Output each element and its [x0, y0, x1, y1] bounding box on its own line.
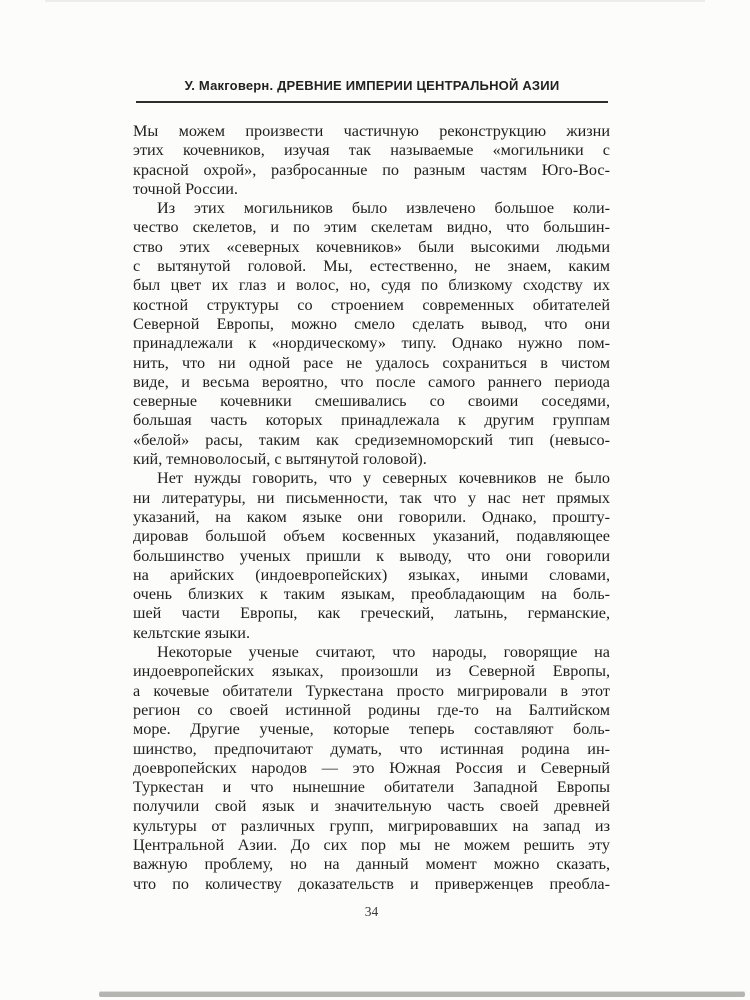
- body-text: [133, 122, 610, 894]
- text-line: Некоторые ученые считают, что народы, говорящие на: [157, 643, 610, 662]
- text-line: кельтские языки.: [133, 623, 250, 642]
- text-line: получили свой язык и значительную часть своей древней: [133, 797, 610, 816]
- text-line: регион со своей истинной родины где-то на Балтийском: [133, 700, 610, 719]
- text-line: ни литературы, ни письменности, так что у нас нет прямых: [133, 488, 610, 507]
- text-line: Мы можем произвести частичную реконструкцию жизни: [133, 122, 610, 140]
- running-header: У. Макговерн. ДРЕВНИЕ ИМПЕРИИ ЦЕНТРАЛЬНОЙ АЗИИ: [184, 78, 560, 93]
- text-line: нить, что ни одной расе не удалось сохраниться в чистом: [133, 353, 610, 372]
- text-line: очень близких к таким языкам, преобладающим на боль-: [133, 585, 610, 604]
- text-line: виде, и весьма вероятно, что после самого раннего периода: [133, 372, 610, 391]
- text-line: костной структуры со строением современных обитателей: [133, 295, 610, 314]
- page-bottom-edge-shadow: [99, 992, 745, 997]
- text-line: чество скелетов, и по этим скелетам видно, что большин-: [133, 218, 610, 237]
- text-line: кий, темноволосый, с вытянутой головой).: [133, 450, 427, 469]
- text-line: этих кочевников, изучая так называемые «могильники с: [133, 141, 610, 160]
- text-line: ство этих «северных кочевников» были высокими людьми: [133, 237, 610, 256]
- text-line: индоевропейских языках, произошли из Северной Европы,: [133, 662, 610, 681]
- text-line: с вытянутой головой. Мы, естественно, не знаем, каким: [133, 257, 610, 276]
- text-line: точной России.: [133, 179, 238, 198]
- text-line: море. Другие ученые, которые теперь составляют боль-: [133, 720, 610, 739]
- text-line: большинство ученых пришли к выводу, что они говорили: [133, 546, 610, 565]
- text-line: Из этих могильников было извлечено большое коли-: [157, 199, 610, 218]
- paragraph: [133, 199, 610, 469]
- page-number: 34: [364, 904, 379, 919]
- header-rule: [136, 101, 608, 103]
- text-line: «белой» расы, таким как средиземноморский тип (невысо-: [133, 430, 610, 449]
- paragraph: [133, 469, 610, 643]
- text-line: принадлежали к «нордическому» типу. Однако нужно пом-: [133, 334, 610, 353]
- text-line: важную проблему, но на данный момент можно сказать,: [133, 855, 610, 874]
- text-line: на арийских (индоевропейских) языках, иными словами,: [133, 565, 610, 584]
- text-line: доевропейских народов — это Южная Россия и Северный: [133, 758, 610, 777]
- text-line: красной охрой», разбросанные по разным частям Юго-Вос-: [133, 160, 610, 179]
- text-line: дировав большой объем косвенных указаний, подавляющее: [133, 527, 610, 546]
- text-line: большая часть которых принадлежала к другим группам: [133, 411, 610, 430]
- text-line: шинство, предпочитают думать, что истинная родина ин-: [133, 739, 610, 758]
- text-line: Центральной Азии. До сих пор мы не можем решить эту: [133, 835, 610, 854]
- text-line: шей части Европы, как греческий, латынь, германские,: [133, 604, 610, 623]
- text-line: Туркестан и что нынешние обитатели Западной Европы: [133, 778, 610, 797]
- text-line: Северной Европы, можно смело сделать вывод, что они: [133, 314, 610, 333]
- text-line: указаний, на каком языке они говорили. Однако, прошту-: [133, 507, 610, 526]
- text-line: северные кочевники смешивались со своими соседями,: [133, 392, 610, 411]
- text-line: культуры от различных групп, мигрировавших на запад из: [133, 816, 610, 835]
- text-line: что по количеству доказательств и приверженцев преобла-: [133, 874, 610, 893]
- text-line: был цвет их глаз и волос, но, судя по близкому сходству их: [133, 276, 610, 295]
- text-line: а кочевые обитатели Туркестана просто мигрировали в этот: [133, 681, 610, 700]
- text-line: Нет нужды говорить, что у северных кочевников не было: [157, 469, 610, 488]
- paragraph: [133, 122, 610, 199]
- page-top-edge-shadow: [45, 0, 705, 2]
- paragraph: [133, 643, 610, 894]
